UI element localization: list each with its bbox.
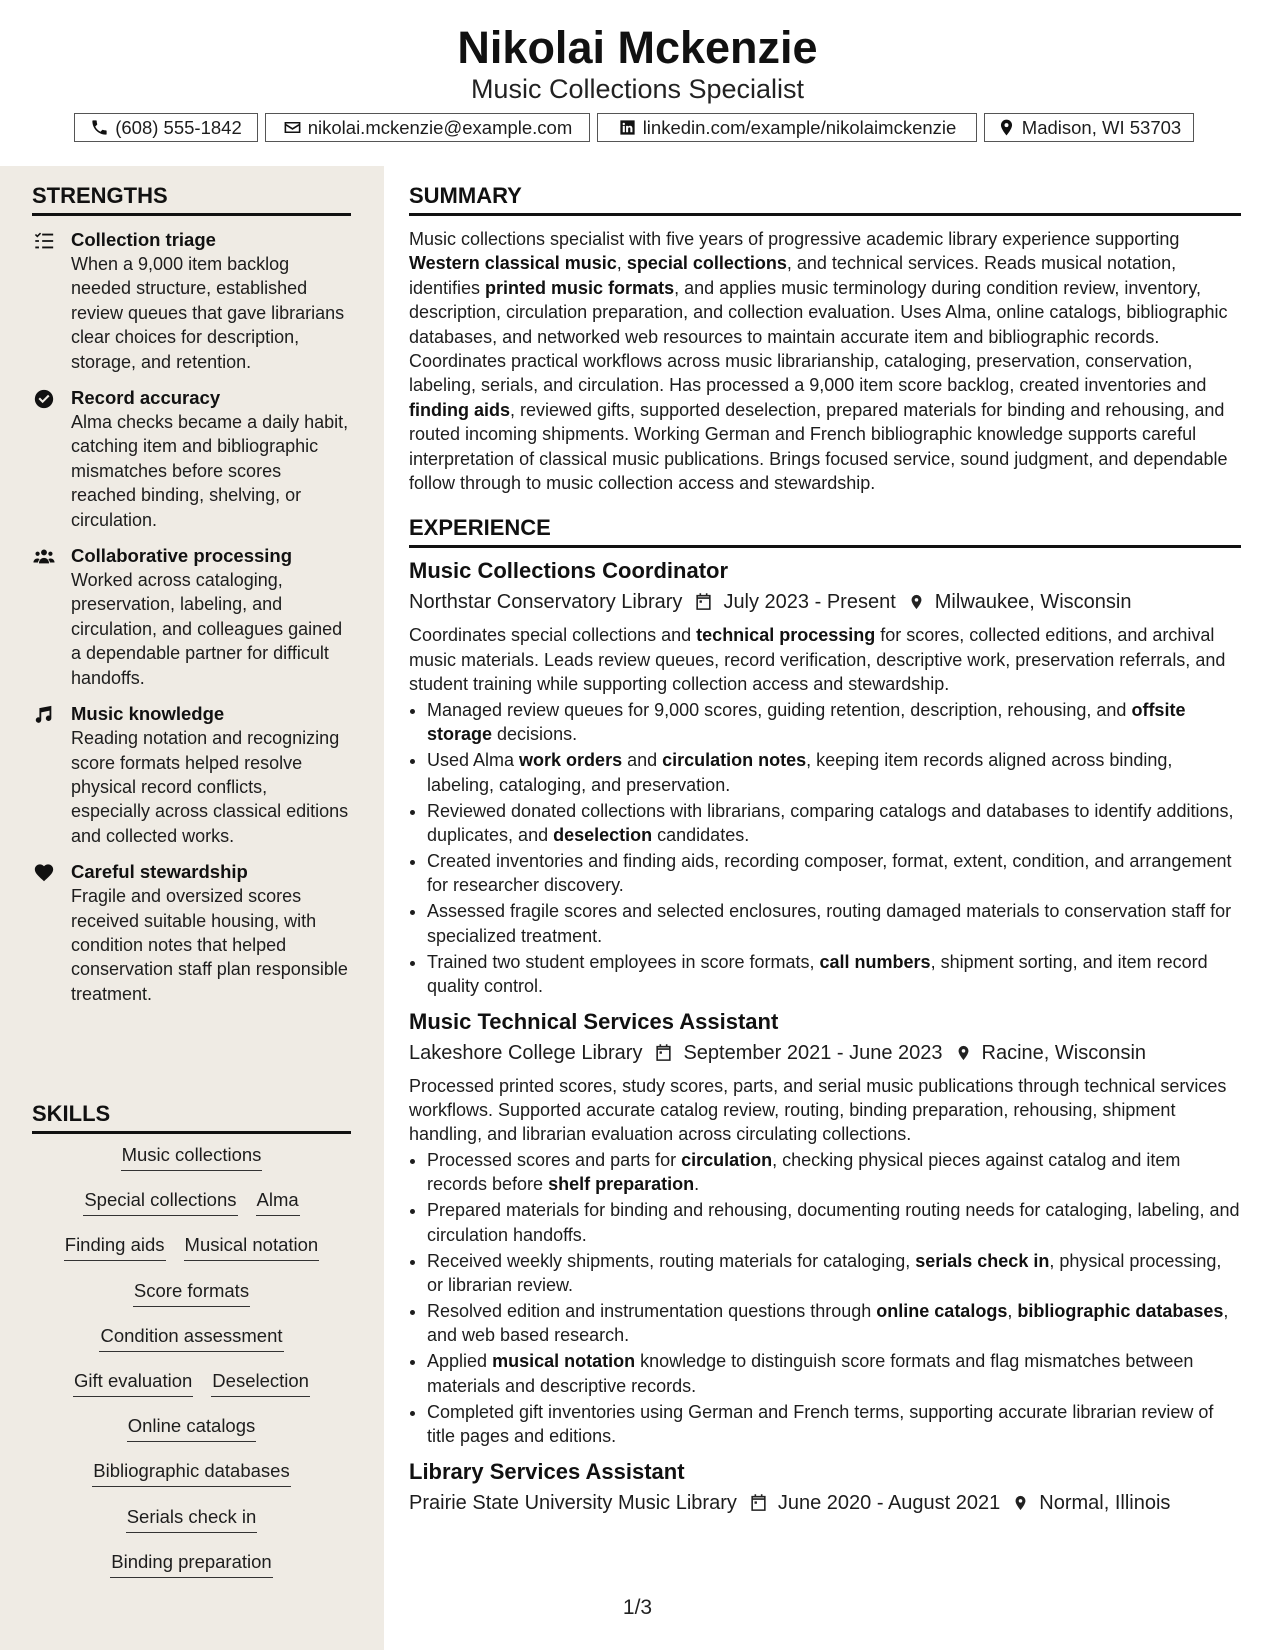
- job-bullets: [409, 1148, 1241, 1449]
- linkedin-text: linkedin.com/example/nikolaimckenzie: [642, 116, 957, 138]
- map-pin-icon: [1012, 1493, 1029, 1513]
- check-circle-icon: [33, 388, 55, 410]
- strength-title: Record accuracy: [71, 387, 221, 409]
- resume-header: [0, 0, 1275, 166]
- bullet-item: • Resolved edition and instrumentation questions through online catalogs, bibliographic databases, and web based research.: [427, 1299, 1241, 1348]
- calendar-icon: [654, 1043, 673, 1063]
- bullet-item: • Completed gift inventories using German and French terms, supporting accurate librarian review of title pages and editions.: [427, 1400, 1241, 1449]
- map-pin-icon: [955, 1043, 972, 1063]
- bullet-item: • Used Alma work orders and circulation notes, keeping item records aligned across binding, labeling, cataloging, and preservation.: [427, 748, 1241, 797]
- strength-title: Collection triage: [71, 229, 216, 250]
- bullet-item: • Trained two student employees in score formats, call numbers, shipment sorting, and item record quality control.: [427, 950, 1241, 999]
- job-meta: [409, 1038, 1241, 1068]
- bullet-item: • Managed review queues for 9,000 scores, guiding retention, description, rehousing, and offsite storage decisions.: [427, 698, 1241, 747]
- contact-bar: [0, 113, 1275, 145]
- job-dates: September 2021 - June 2023: [683, 1041, 943, 1064]
- envelope-icon: [283, 118, 302, 137]
- contact-linkedin[interactable]: [597, 113, 977, 142]
- experience-heading: EXPERIENCE: [409, 514, 1241, 548]
- skill-tag: Musical notation: [184, 1232, 320, 1261]
- job-entry: [409, 1457, 1241, 1518]
- strengths-heading: STRENGTHS: [32, 182, 351, 216]
- job-title: Music Collections Coordinator: [409, 558, 729, 584]
- skill-tag: Score formats: [133, 1278, 250, 1307]
- heart-icon: [33, 862, 55, 884]
- skills-heading: SKILLS: [32, 1100, 351, 1134]
- job-location: Normal, Illinois: [1039, 1491, 1171, 1514]
- strengths-section: [32, 182, 351, 1006]
- calendar-icon: [694, 592, 713, 612]
- job-organization: Lakeshore College Library: [409, 1041, 643, 1064]
- bullet-item: • Assessed fragile scores and selected enclosures, routing damaged materials to conservation staff for specialized treatment.: [427, 899, 1241, 948]
- strength-title: Careful stewardship: [71, 861, 248, 883]
- skill-tag: Online catalogs: [127, 1413, 257, 1442]
- job-meta: [409, 587, 1241, 617]
- summary-heading: SUMMARY: [409, 182, 1241, 216]
- linkedin-icon: [618, 118, 637, 137]
- strength-desc: Worked across cataloging, preservation, labeling, and circulation, and colleagues gained a dependable partner for difficult handoffs.: [71, 570, 343, 688]
- page-number: 1/3: [622, 1596, 653, 1619]
- strength-desc: Alma checks became a daily habit, catching item and bibliographic mismatches before scores reached binding, shelving, or circulation.: [71, 412, 349, 530]
- strength-item: [32, 702, 351, 848]
- strength-item: [32, 544, 351, 690]
- bullet-item: • Created inventories and finding aids, recording composer, format, extent, condition, and arrangement for researcher discovery.: [427, 849, 1241, 898]
- bullet-item: • Applied musical notation knowledge to distinguish score formats and flag mismatches between materials and descriptive records.: [427, 1349, 1241, 1398]
- job-bullets: [409, 698, 1241, 999]
- map-pin-icon: [997, 118, 1016, 137]
- job-description: Coordinates special collections and technical processing for scores, collected editions, and archival music materials. Leads review queues, record verification, descriptive work, preservation referrals, and student training while supporting collection access and stewardship.: [409, 625, 1226, 695]
- skills-section: [32, 1100, 351, 1594]
- strength-title: Music knowledge: [71, 703, 225, 725]
- contact-location: [984, 113, 1194, 142]
- email-text: nikolai.mckenzie@example.com: [307, 116, 573, 138]
- music-note-icon: [33, 704, 55, 726]
- job-entry: [409, 556, 1241, 998]
- bullet-item: • Prepared materials for binding and rehousing, documenting routing needs for cataloging, labeling, and circulation handoffs.: [427, 1198, 1241, 1247]
- skill-tag: Binding preparation: [110, 1549, 272, 1578]
- summary-paragraph: Music collections specialist with five years of progressive academic library experience supporting Western classical music, special collections, and technical services. Reads musical notation, identifies printed music formats, and applies music terminology during condition review, inventory, description, circulation preparation, and collection evaluation. Uses Alma, online catalogs, bibliographic databases, and networked web resources to maintain accurate item and bibliographic records. Coordinates practical workflows across music librarianship, cataloging, preservation, conservation, labeling, serials, and circulation. Has processed a 9,000 item score backlog, created inventories and finding aids, reviewed gifts, supported deselection, prepared materials for binding and rehousing, and routed incoming shipments. Working German and French bibliographic knowledge supports careful interpretation of classical music publications. Brings focused service, sound judgment, and dependable follow through to music collection access and stewardship.: [409, 229, 1228, 494]
- job-description: Processed printed scores, study scores, parts, and serial music publications through technical services workflows. Supported accurate catalog review, routing, binding preparation, rehousing, shipment handling, and librarian evaluation across circulating collections.: [409, 1075, 1227, 1145]
- strength-desc: Reading notation and recognizing score formats helped resolve physical record conflicts, especially across classical editions and collected works.: [71, 728, 349, 846]
- job-dates: June 2020 - August 2021: [777, 1491, 1001, 1514]
- job-location: Milwaukee, Wisconsin: [934, 591, 1132, 614]
- strength-desc: When a 9,000 item backlog needed structure, established review queues that gave librarians clear choices for description, storage, and retention.: [71, 254, 345, 372]
- skill-tag: Special collections: [83, 1187, 237, 1216]
- users-icon: [33, 546, 55, 568]
- strength-item: [32, 228, 351, 374]
- map-pin-icon: [908, 592, 925, 612]
- location-text: Madison, WI 53703: [1021, 116, 1182, 138]
- job-title: Library Services Assistant: [409, 1458, 685, 1484]
- skills-list: [32, 1142, 351, 1594]
- candidate-name: Nikolai Mckenzie: [457, 22, 818, 73]
- strength-title: Collaborative processing: [71, 545, 293, 567]
- skill-tag: Deselection: [211, 1368, 310, 1397]
- sidebar: [0, 166, 384, 1650]
- contact-email[interactable]: [265, 113, 590, 142]
- skill-tag: Condition assessment: [99, 1323, 283, 1352]
- bullet-item: • Processed scores and parts for circulation, checking physical pieces against catalog and item records before shelf preparation.: [427, 1148, 1241, 1197]
- bullet-item: • Received weekly shipments, routing materials for cataloging, serials check in, physical processing, or librarian review.: [427, 1249, 1241, 1298]
- job-meta: [409, 1488, 1241, 1518]
- job-entry: [409, 1007, 1241, 1449]
- job-organization: Prairie State University Music Library: [409, 1491, 737, 1514]
- skill-tag: Bibliographic databases: [92, 1458, 290, 1487]
- strength-item: [32, 860, 351, 1006]
- candidate-title: Music Collections Specialist: [470, 74, 805, 104]
- job-organization: Northstar Conservatory Library: [409, 591, 683, 614]
- main-column: [409, 166, 1241, 1518]
- contact-phone: [74, 113, 258, 142]
- bullet-item: • Reviewed donated collections with librarians, comparing catalogs and databases to identify additions, duplicates, and deselection candidates.: [427, 799, 1241, 848]
- skill-tag: Serials check in: [126, 1504, 258, 1533]
- skill-tag: Finding aids: [64, 1232, 166, 1261]
- job-dates: July 2023 - Present: [723, 591, 896, 614]
- skill-tag: Alma: [256, 1187, 300, 1216]
- list-check-icon: [33, 230, 55, 252]
- skill-tag: Music collections: [121, 1142, 263, 1171]
- phone-icon: [90, 118, 109, 137]
- job-location: Racine, Wisconsin: [981, 1041, 1147, 1064]
- strength-item: [32, 386, 351, 532]
- strength-desc: Fragile and oversized scores received suitable housing, with condition notes that helped conservation staff plan responsible treatment.: [71, 886, 348, 1004]
- calendar-icon: [749, 1493, 768, 1513]
- phone-text: (608) 555-1842: [115, 116, 242, 138]
- job-title: Music Technical Services Assistant: [409, 1008, 779, 1034]
- skill-tag: Gift evaluation: [73, 1368, 193, 1397]
